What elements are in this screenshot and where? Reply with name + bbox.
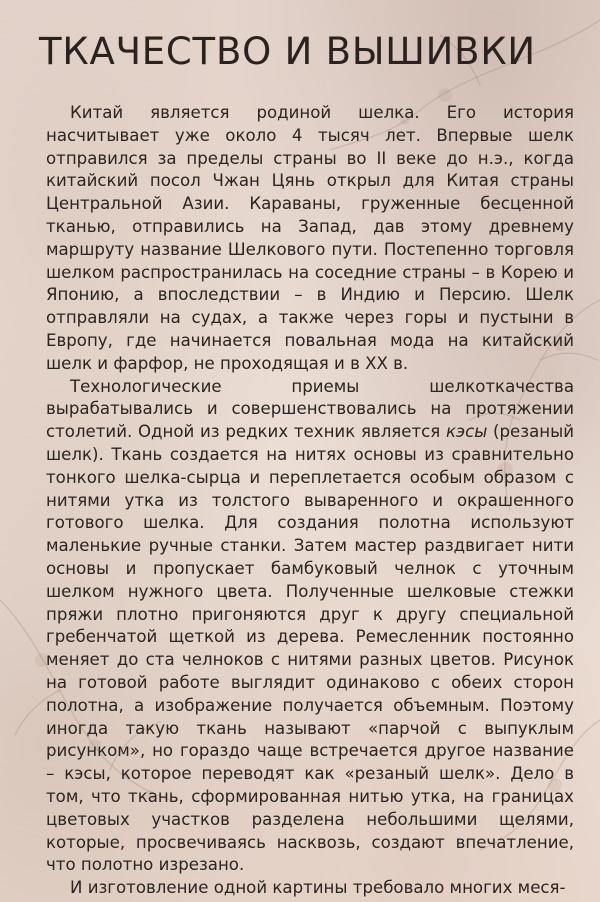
paragraph-silk-history: Китай является родиной шелка. Его история насчитывает уже около 4 тысяч лет. Впервые шелк отправился за пределы страны во II веке до н.э., когда китайский посол Чжан Цянь открыл для Китая страны Центральной Азии. Караваны, груженные бесценной тканью, отправились на Запад, дав этому древнему маршруту название Шелкового пути. Постепенно торговля шелком распространилась на соседние страны – в Корею и Японию, а впоследствии – в Индию и Персию. Шелк отправляли на судах, а также через горы и пустыни в Европу, где начинается повальная мода на китайский шелк и фарфор, не проходящая и в XX в. bbox=[46, 103, 574, 373]
page-title: ТКАЧЕСТВО И ВЫШИВКИ bbox=[39, 30, 536, 73]
paragraph-kesi-technique bbox=[46, 376, 574, 878]
kesi-term: кэсы bbox=[445, 422, 488, 442]
article-body bbox=[46, 102, 574, 900]
paragraph-text: (резаный шелк). Ткань создается на нитях основы из сравнительно тонкого шелка-сырца и переплетается особым образом с нитями утка из толстого вываренного и окрашенного готового шелка. Для создания полотна используют маленькие ручные станки. Затем мастер раздвигает нити основы и пропускает бамбуковый челнок с уточным шелком нужного цвета. Полученные шелковые стежки пряжи плотно пригоняются друг к другу специальной гребенчатой щеткой из дерева. Ремесленник постоянно меняет до ста челноков с нитями разных цветов. Рисунок на готовой работе выглядит одинаково с обеих сторон полотна, а изображение получается объемным. Поэтому иногда такую ткань называют «парчой с выпуклым рисунком», но гораздо чаще встречается другое название – кэсы, которое переводят как «резаный шелк». Дело в том, что ткань, сформированная нитью утка, на границах цветовых участков разделена небольшими щелями, которые, просвечиваясь насквозь, создают впечатление, что полотно изрезано. bbox=[46, 422, 574, 875]
paragraph-cut-off: И изготовление одной картины требовало многих меся- bbox=[70, 878, 566, 898]
paragraph-text: Технологические приемы шелкоткачества вырабатывались и совершенствовались на протяжении столетий. Одной из редких техник является bbox=[46, 376, 574, 442]
